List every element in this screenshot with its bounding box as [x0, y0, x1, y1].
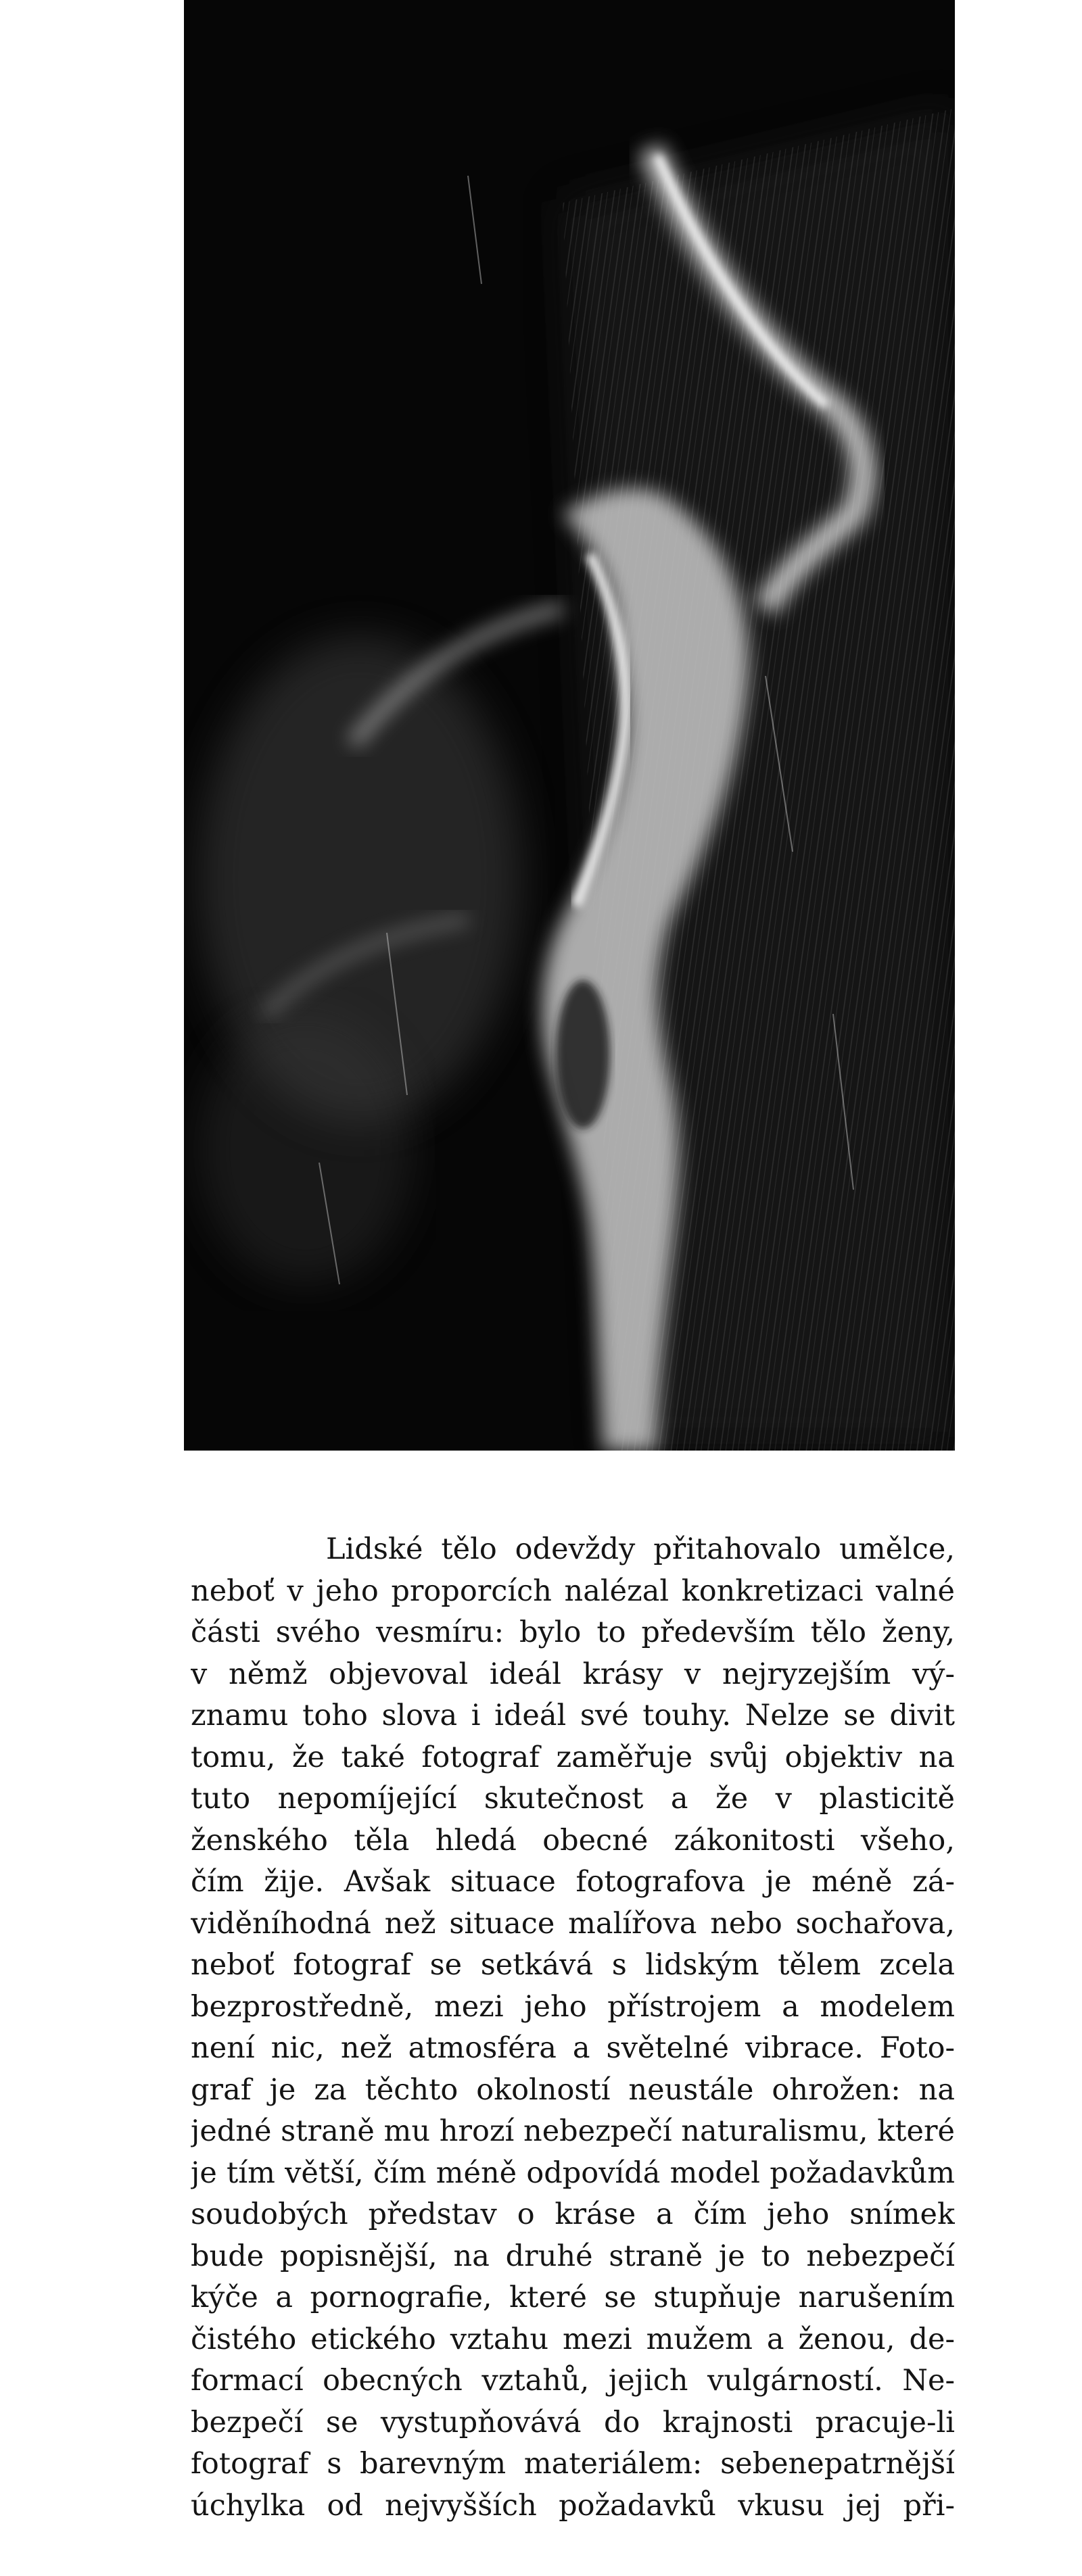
text-line: soudobých představ o kráse a čím jeho snímek: [191, 2197, 955, 2231]
text-line: čím žije. Avšak situace fotografova je méně zá-: [191, 1865, 955, 1899]
text-line: čistého etického vztahu mezi mužem a ženou, de-: [191, 2322, 955, 2356]
text-line: bezprostředně, mezi jeho přístrojem a modelem: [191, 1989, 955, 2024]
text-line: není nic, než atmosféra a světelné vibrace. Foto-: [191, 2031, 955, 2065]
text-line: v němž objevoval ideál krásy v nejryzejším vý-: [191, 1657, 955, 1691]
text-line: části svého vesmíru: bylo to především tělo ženy,: [191, 1615, 955, 1649]
text-line: tuto nepomíjející skutečnost a že v plasticitě: [191, 1782, 955, 1816]
text-line: bezpečí se vystupňovává do krajnosti pracuje-li: [191, 2405, 955, 2439]
text-line: bude popisnější, na druhé straně je to nebezpečí: [191, 2239, 955, 2273]
text-line: fotograf s barevným materiálem: sebenepatrnější: [191, 2447, 955, 2481]
photograph-icon: [184, 0, 955, 1451]
text-line: je tím větší, čím méně odpovídá model požadavkům: [191, 2156, 955, 2190]
text-line: úchylka od nejvyšších požadavků vkusu jej při-: [191, 2488, 955, 2523]
text-line: neboť fotograf se setkává s lidským tělem zcela: [191, 1948, 955, 1982]
abstract-nude-photograph: [184, 0, 955, 1451]
text-line: formací obecných vztahů, jejich vulgárností. Ne-: [191, 2364, 955, 2398]
text-line: kýče a pornografie, které se stupňuje narušením: [191, 2281, 955, 2314]
text-line: viděníhodná než situace malířova nebo sochařova,: [191, 1906, 955, 1941]
text-line: ženského těla hledá obecné zákonitosti všeho,: [191, 1823, 955, 1857]
text-line: tomu, že také fotograf zaměřuje svůj objektiv na: [191, 1740, 955, 1774]
text-line: neboť v jeho proporcích nalézal konkretizaci valné: [191, 1574, 955, 1608]
text-line: znamu toho slova i ideál své touhy. Nelze se divit: [191, 1699, 955, 1732]
text-line: jedné straně mu hrozí nebezpečí naturalismu, které: [191, 2114, 955, 2148]
text-line: graf je za těchto okolností neustále ohrožen: na: [191, 2072, 955, 2107]
text-line: Lidské tělo odevždy přitahovalo umělce,: [326, 1532, 955, 1566]
body-text: [191, 1529, 955, 2527]
